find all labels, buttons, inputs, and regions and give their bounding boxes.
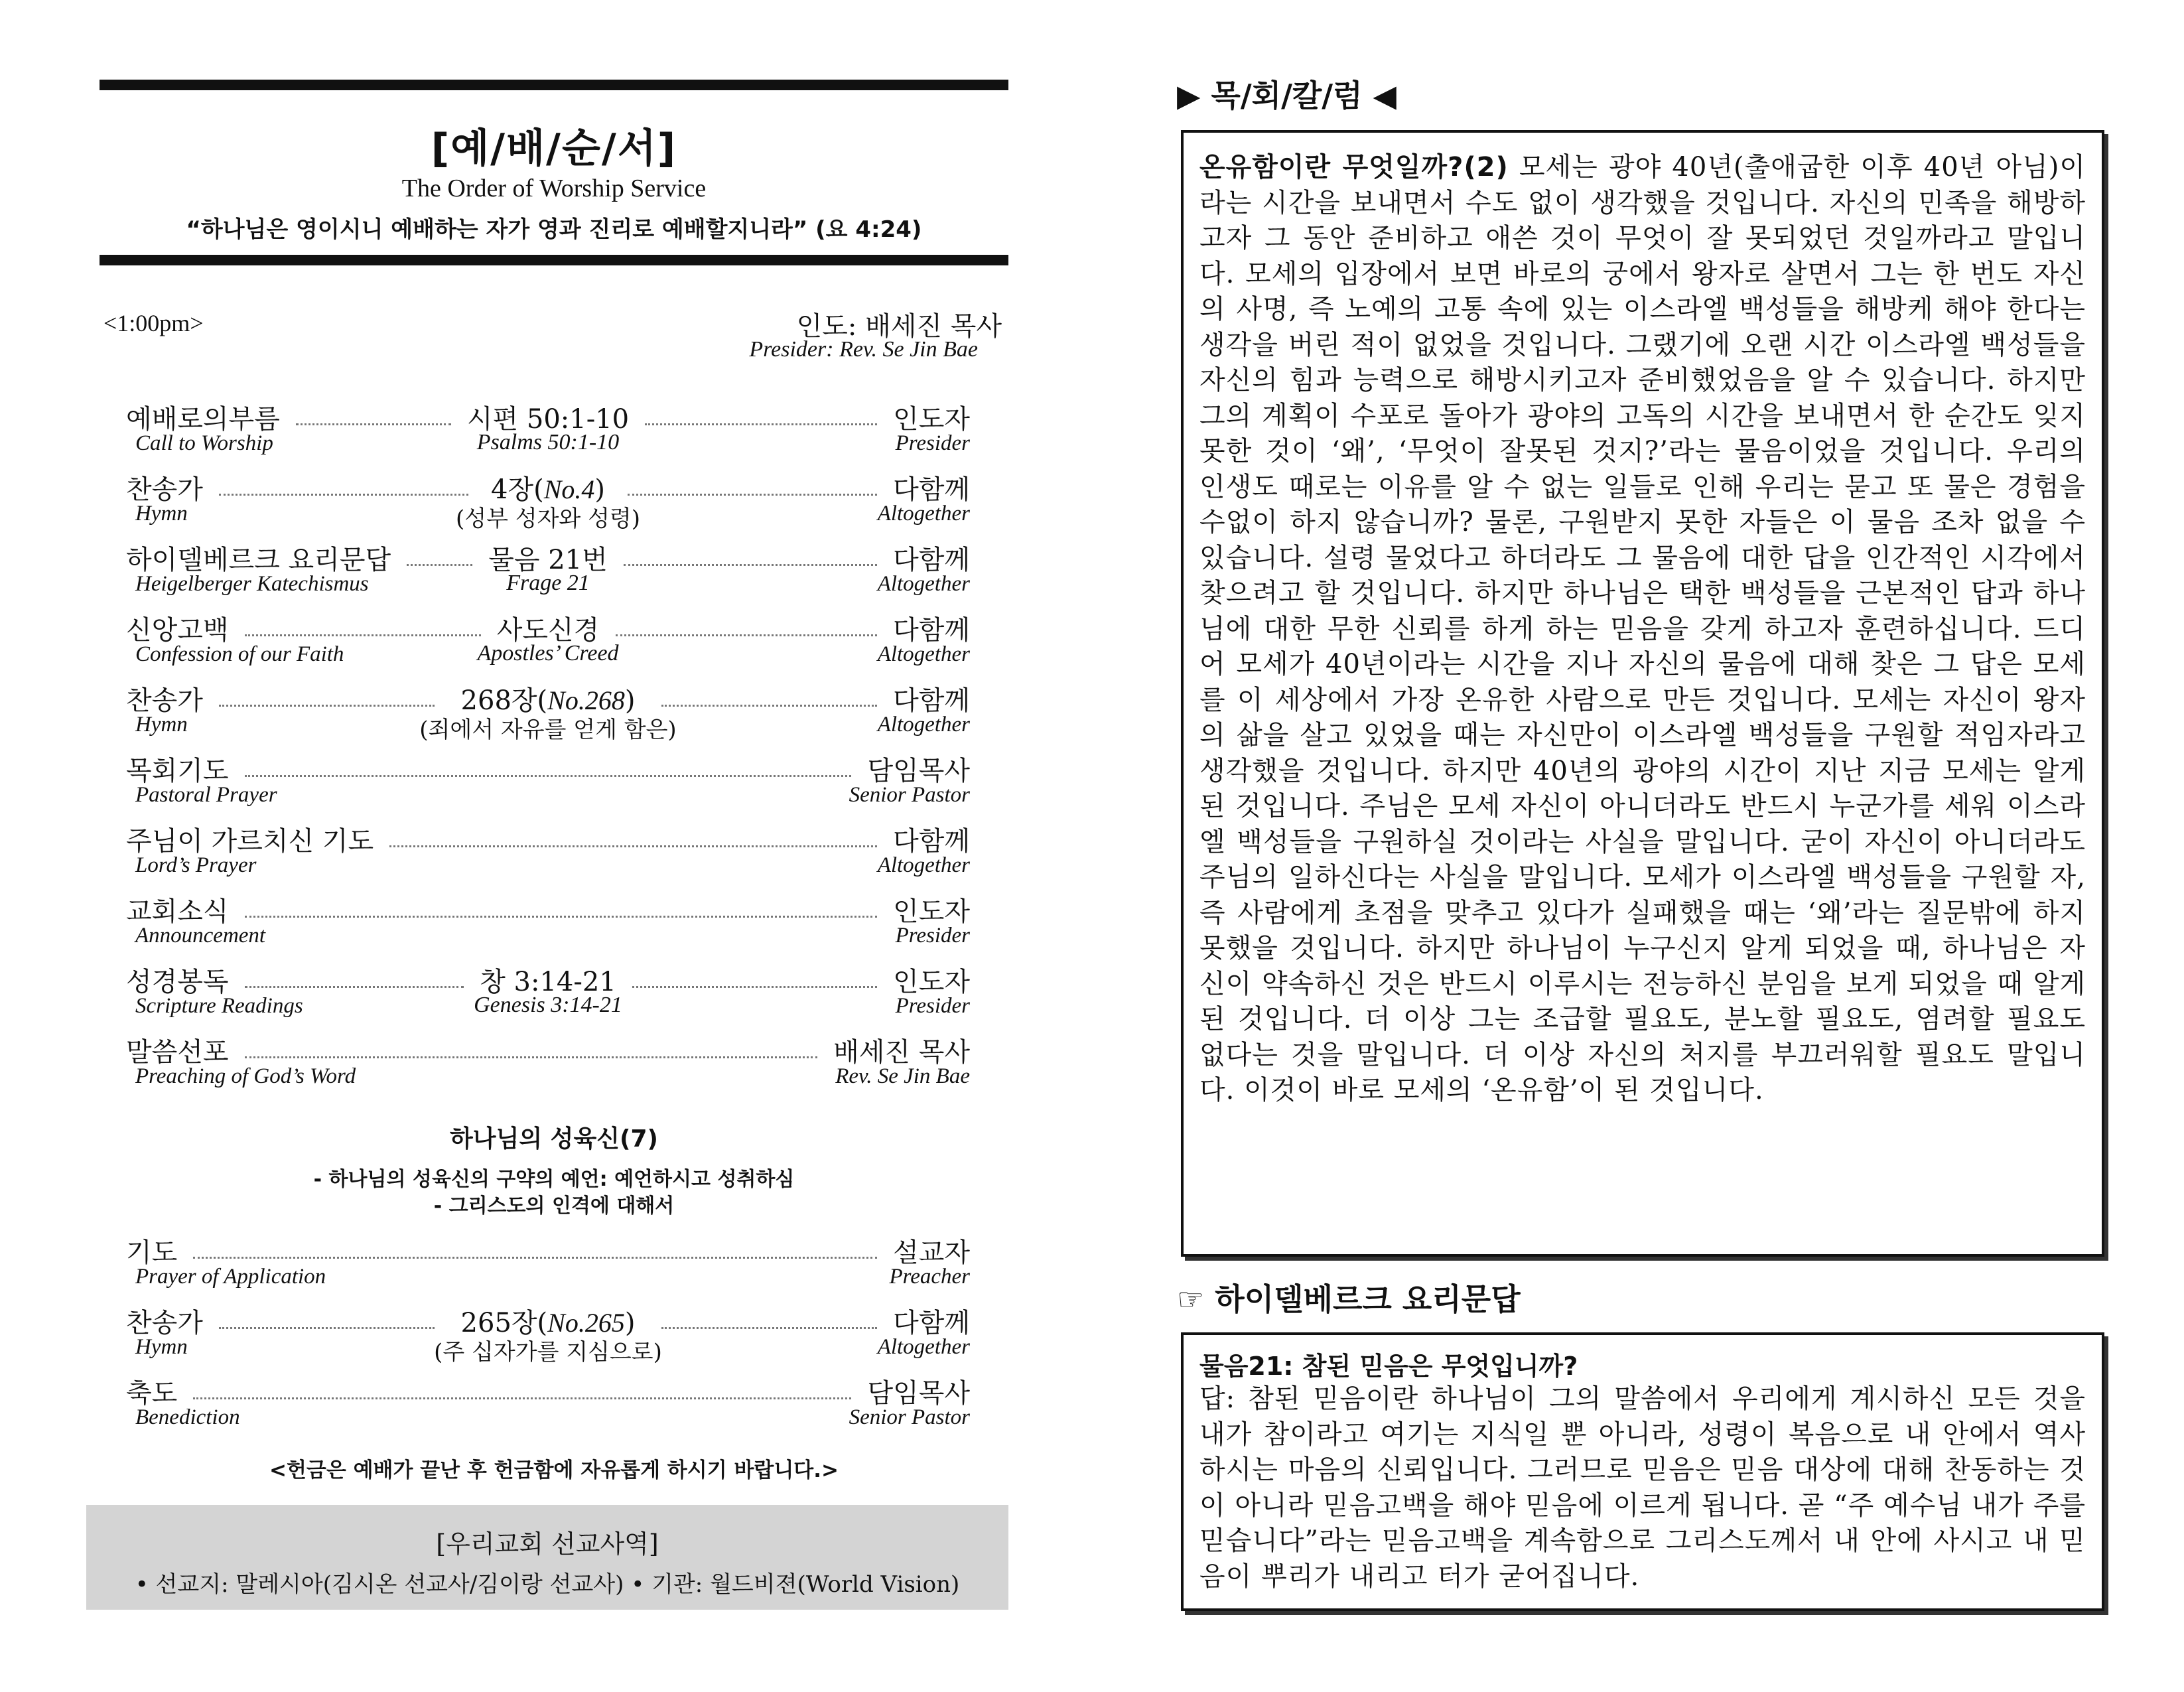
- worship-item-korean: 주님이 가르치신 기도: [126, 826, 374, 857]
- presider-korean: 인도: 배세진 목사: [796, 311, 1002, 342]
- worship-item-leader-english: Altogether: [877, 642, 970, 666]
- service-time: <1:00pm>: [103, 310, 204, 336]
- worship-item-english: Benediction: [135, 1405, 240, 1429]
- dotted-leader: [245, 634, 481, 636]
- worship-item: [126, 1302, 970, 1368]
- worship-item-korean: 찬송가: [126, 685, 203, 716]
- worship-item-leader: 담임목사: [867, 756, 970, 786]
- worship-item-leader: 배세진 목사: [833, 1037, 970, 1068]
- worship-item: [126, 750, 970, 816]
- worship-item: [126, 1031, 970, 1097]
- worship-item-reference: 시편 50:1-10: [466, 404, 630, 435]
- worship-item-leader: 다함께: [893, 545, 970, 575]
- worship-item: [126, 961, 970, 1027]
- top-rule: [100, 80, 1008, 90]
- catechism-question: 물음21: 참된 믿음은 무엇입니까?: [1199, 1352, 1578, 1381]
- dotted-leader: [219, 1327, 435, 1329]
- mission-panel: [86, 1505, 1008, 1610]
- mission-title: [우리교회 선교사역]: [436, 1529, 659, 1559]
- worship-item-korean: 예배로의부름: [126, 404, 280, 435]
- worship-item-english: Hymn: [135, 713, 188, 737]
- column-body: 모세는 광야 40년(출애굽한 이후 40년 아님)이라는 시간을 보내면서 수도 없이 생각했을 것입니다. 자신의 민족을 해방하고자 그 동안 준비하고 애쓴 것이 무엇이 잘 못되었던 것일까라고 말입니다. 모세의 입장에서 보면 바로의 궁에서 왕자로 살면서 그는 한 번도 자신의 사명, 즉 노예의 고통 속에 있는 이스라엘 백성들을 해방케 해야 한다는 생각을 버린 적이 없었을 것입니다. 그랬기에 오랜 시간 이스라엘 백성들을 자신의 힘과 능력으로 해방시키고자 준비했었음을 알 수 있습니다. 하지만 그의 계획이 수포로 돌아가 광야의 고독의 시간을 보내면서 한 순간도 잊지 못한 것이 ‘왜’, ‘무엇이 잘못된 것지?’라는 물음이었을 것입니다. 우리의 인생도 때로는 이유를 알 수 없는 일들로 인해 우리는 묻고 또 물은 경험을 수없이 하지 않습니까? 물론, 구원받지 못한 자들은 이 물음 조차 없을 수 있습니다. 설령 물었다고 하더라도 그 물음에 대한 답을 인간적인 시각에서 찾으려고 할 것입니다. 하지만 하나님은 택한 백성들을 근본적인 답과 하나님에 대한 무한 신뢰를 하게 하는 믿음을 갖게 하고자 훈련하십니다. 드디어 모세가 40년이라는 시간을 지나 자신의 물음에 대해 찾은 그 답은 모세를 이 세상에서 가장 온유한 사람으로 만든 것입니다. 모세는 자신이 왕자의 삶을 살고 있었을 때는 자신만이 이스라엘 백성들을 구원할 적임자라고 생각했을 것입니다. 하지만 40년의 광야의 시간이 지난 지금 모세는 알게 된 것입니다. 주님은 모세 자신이 아니더라도 반드시 누군가를 세워 이스라엘 백성들을 구원하실 것이라는 사실을 말입니다. 굳이 자신이 아니더라도 주님의 일하신다는 사실을 말입니다. 모세가 이스라엘 백성들을 구원할 자, 즉 사람에게 초점을 맞추고 있다가 실패했을 때는 ‘왜’라는 질문밖에 하지 못했을 것입니다. 하지만 하나님이 누구신지 알게 되었을 때, 하나님은 자신이 약속하신 것은 반드시 이루시는 전능하신 분임을 보게 되었을 때 알게 된 것입니다. 더 이상 그는 조급할 필요도, 분노할 필요도, 염려할 필요도 없다는 것을 말입니다. 더 이상 자신의 처지를 부끄러워할 필요도 말입니다. 이것이 바로 모세의 ‘온유함’이 된 것입니다.: [1199, 152, 2086, 1105]
- worship-item-leader-english: Altogether: [877, 572, 970, 596]
- mission-details: • 선교지: 말레시아(김시온 선교사/김이랑 선교사) • 기관: 월드비젼(World Vision): [135, 1571, 960, 1598]
- dotted-leader: [219, 494, 468, 496]
- worship-item-leader-english: Altogether: [877, 1335, 970, 1359]
- worship-item-leader-english: Rev. Se Jin Bae: [835, 1064, 970, 1088]
- worship-item-reference-detail: (주 십자가를 지심으로): [434, 1339, 662, 1366]
- worship-item: [126, 890, 970, 957]
- worship-item-leader: 담임목사: [867, 1378, 970, 1409]
- worship-item-reference: 사도신경: [496, 615, 600, 646]
- sermon-title: 하나님의 성육신(7): [450, 1125, 658, 1153]
- worship-item: [126, 820, 970, 886]
- worship-item-english: Announcement: [135, 924, 266, 948]
- page-subtitle: The Order of Worship Service: [401, 175, 707, 202]
- worship-item-english: Hymn: [135, 1335, 188, 1359]
- header-bottom-rule: [100, 255, 1008, 265]
- pastoral-column-text: [1199, 150, 2086, 1109]
- dotted-leader: [632, 986, 877, 988]
- column-lead-title: 온유함이란 무엇일까?(2): [1199, 152, 1509, 182]
- dotted-leader: [407, 564, 472, 566]
- worship-item: [126, 539, 970, 605]
- worship-item: [126, 679, 970, 746]
- dotted-leader: [645, 423, 877, 425]
- worship-item-leader-english: Presider: [895, 431, 970, 455]
- worship-item: [126, 468, 970, 535]
- worship-item-reference: 물음 21번: [488, 545, 608, 575]
- pastoral-column-box: [1181, 130, 2104, 1257]
- dotted-leader: [628, 494, 877, 496]
- worship-item: [126, 1232, 970, 1298]
- worship-item-korean: 기도: [126, 1237, 178, 1268]
- worship-item-english: Confession of our Faith: [135, 642, 344, 666]
- worship-item-reference: 268장(No.268): [460, 685, 636, 716]
- dotted-leader: [219, 705, 435, 707]
- worship-item-leader: 설교자: [893, 1237, 970, 1268]
- worship-item-leader-english: Altogether: [877, 713, 970, 737]
- dotted-leader: [245, 986, 464, 988]
- worship-item: [126, 398, 970, 464]
- worship-item-leader: 다함께: [893, 474, 970, 505]
- worship-item-english: Preaching of God’s Word: [135, 1064, 356, 1088]
- worship-item-english: Pastoral Prayer: [135, 783, 277, 807]
- dotted-leader: [245, 916, 877, 918]
- worship-item-leader: 인도자: [893, 896, 970, 927]
- worship-item-korean: 교회소식: [126, 896, 229, 927]
- page-title: [예/배/순/서]: [431, 125, 677, 172]
- worship-item-leader-english: Altogether: [877, 502, 970, 526]
- worship-item-reference: 265장(No.265): [460, 1308, 636, 1338]
- worship-item-korean: 말씀선포: [126, 1037, 229, 1068]
- worship-item-english: Scripture Readings: [135, 994, 303, 1018]
- catechism-heading: ☞ 하이델베르크 요리문답: [1177, 1281, 1521, 1317]
- worship-item-english: Hymn: [135, 502, 188, 526]
- dotted-leader: [193, 1257, 877, 1259]
- worship-item-leader: 다함께: [893, 826, 970, 857]
- catechism-answer: 답: 참된 믿음이란 하나님이 그의 말씀에서 우리에게 계시하신 모든 것을 내가 참이라고 여기는 지식일 뿐 아니라, 성령이 복음으로 내 안에서 역사하시는 마음의 신뢰입니다. 그러므로 믿음은 믿음 대상에 대해 찬동하는 것이 아니라 믿음고백을 해야 믿음에 이르게 됩니다. 곧 “주 예수님 내가 주를 믿습니다”라는 믿음고백을 계속함으로 그리스도께서 내 안에 사시고 내 믿음이 뿌리가 내리고 터가 굳어집니다.: [1199, 1383, 2086, 1592]
- dotted-leader: [661, 1327, 877, 1329]
- worship-item: [126, 609, 970, 675]
- offering-note: <헌금은 예배가 끝난 후 헌금함에 자유롭게 하시기 바랍니다.>: [269, 1458, 839, 1482]
- worship-item-english: Lord’s Prayer: [135, 853, 257, 877]
- worship-item-korean: 하이델베르크 요리문답: [126, 545, 391, 575]
- worship-item-korean: 성경봉독: [126, 967, 229, 997]
- worship-item-korean: 목회기도: [126, 756, 229, 786]
- scripture-verse: “하나님은 영이시니 예배하는 자가 영과 진리로 예배할지니라” (요 4:24): [186, 216, 922, 243]
- worship-item-korean: 신앙고백: [126, 615, 229, 646]
- worship-item-reference-detail: Psalms 50:1-10: [476, 430, 620, 455]
- worship-item: [126, 1372, 970, 1439]
- pastoral-column-heading: ▶ 목/회/칼/럼 ◀: [1177, 78, 1397, 113]
- sermon-subtitle-1: - 하나님의 성육신의 구약의 예언: 예언하시고 성취하심: [313, 1168, 795, 1191]
- worship-item-korean: 찬송가: [126, 474, 203, 505]
- worship-item-reference: 창 3:14-21: [480, 967, 616, 997]
- worship-item-leader: 인도자: [893, 967, 970, 997]
- dotted-leader: [193, 1397, 851, 1399]
- worship-item-leader: 다함께: [893, 685, 970, 716]
- worship-item-leader-english: Presider: [895, 994, 970, 1018]
- worship-item-leader-english: Presider: [895, 924, 970, 948]
- worship-item-leader: 다함께: [893, 1308, 970, 1338]
- worship-item-leader: 다함께: [893, 615, 970, 646]
- dotted-leader: [296, 423, 451, 425]
- dotted-leader: [389, 845, 877, 847]
- dotted-leader: [245, 1056, 817, 1058]
- dotted-leader: [661, 705, 877, 707]
- worship-item-korean: 찬송가: [126, 1308, 203, 1338]
- worship-item-reference-detail: (죄에서 자유를 얻게 함은): [419, 717, 677, 743]
- worship-item-leader: 인도자: [893, 404, 970, 435]
- worship-item-leader-english: Preacher: [889, 1265, 970, 1289]
- worship-item-leader-english: Senior Pastor: [849, 1405, 970, 1429]
- dotted-leader: [616, 634, 878, 636]
- worship-item-leader-english: Senior Pastor: [849, 783, 970, 807]
- worship-item-reference-detail: Apostles’ Creed: [477, 641, 619, 666]
- worship-item-reference: 4장(No.4): [491, 474, 605, 505]
- sermon-subtitle-2: - 그리스도의 인격에 대해서: [433, 1194, 675, 1218]
- worship-item-korean: 축도: [126, 1378, 178, 1409]
- worship-item-reference-detail: Genesis 3:14-21: [474, 993, 622, 1017]
- worship-item-reference-detail: (성부 성자와 성령): [455, 506, 641, 532]
- dotted-leader: [624, 564, 877, 566]
- worship-item-english: Prayer of Application: [135, 1265, 326, 1289]
- catechism-box: [1181, 1332, 2104, 1611]
- worship-item-reference-detail: Frage 21: [506, 571, 590, 595]
- dotted-leader: [245, 775, 851, 777]
- worship-item-leader-english: Altogether: [877, 853, 970, 877]
- presider-english: Presider: Rev. Se Jin Bae: [749, 337, 978, 362]
- worship-item-english: Heigelberger Katechismus: [135, 572, 369, 596]
- worship-item-english: Call to Worship: [135, 431, 273, 455]
